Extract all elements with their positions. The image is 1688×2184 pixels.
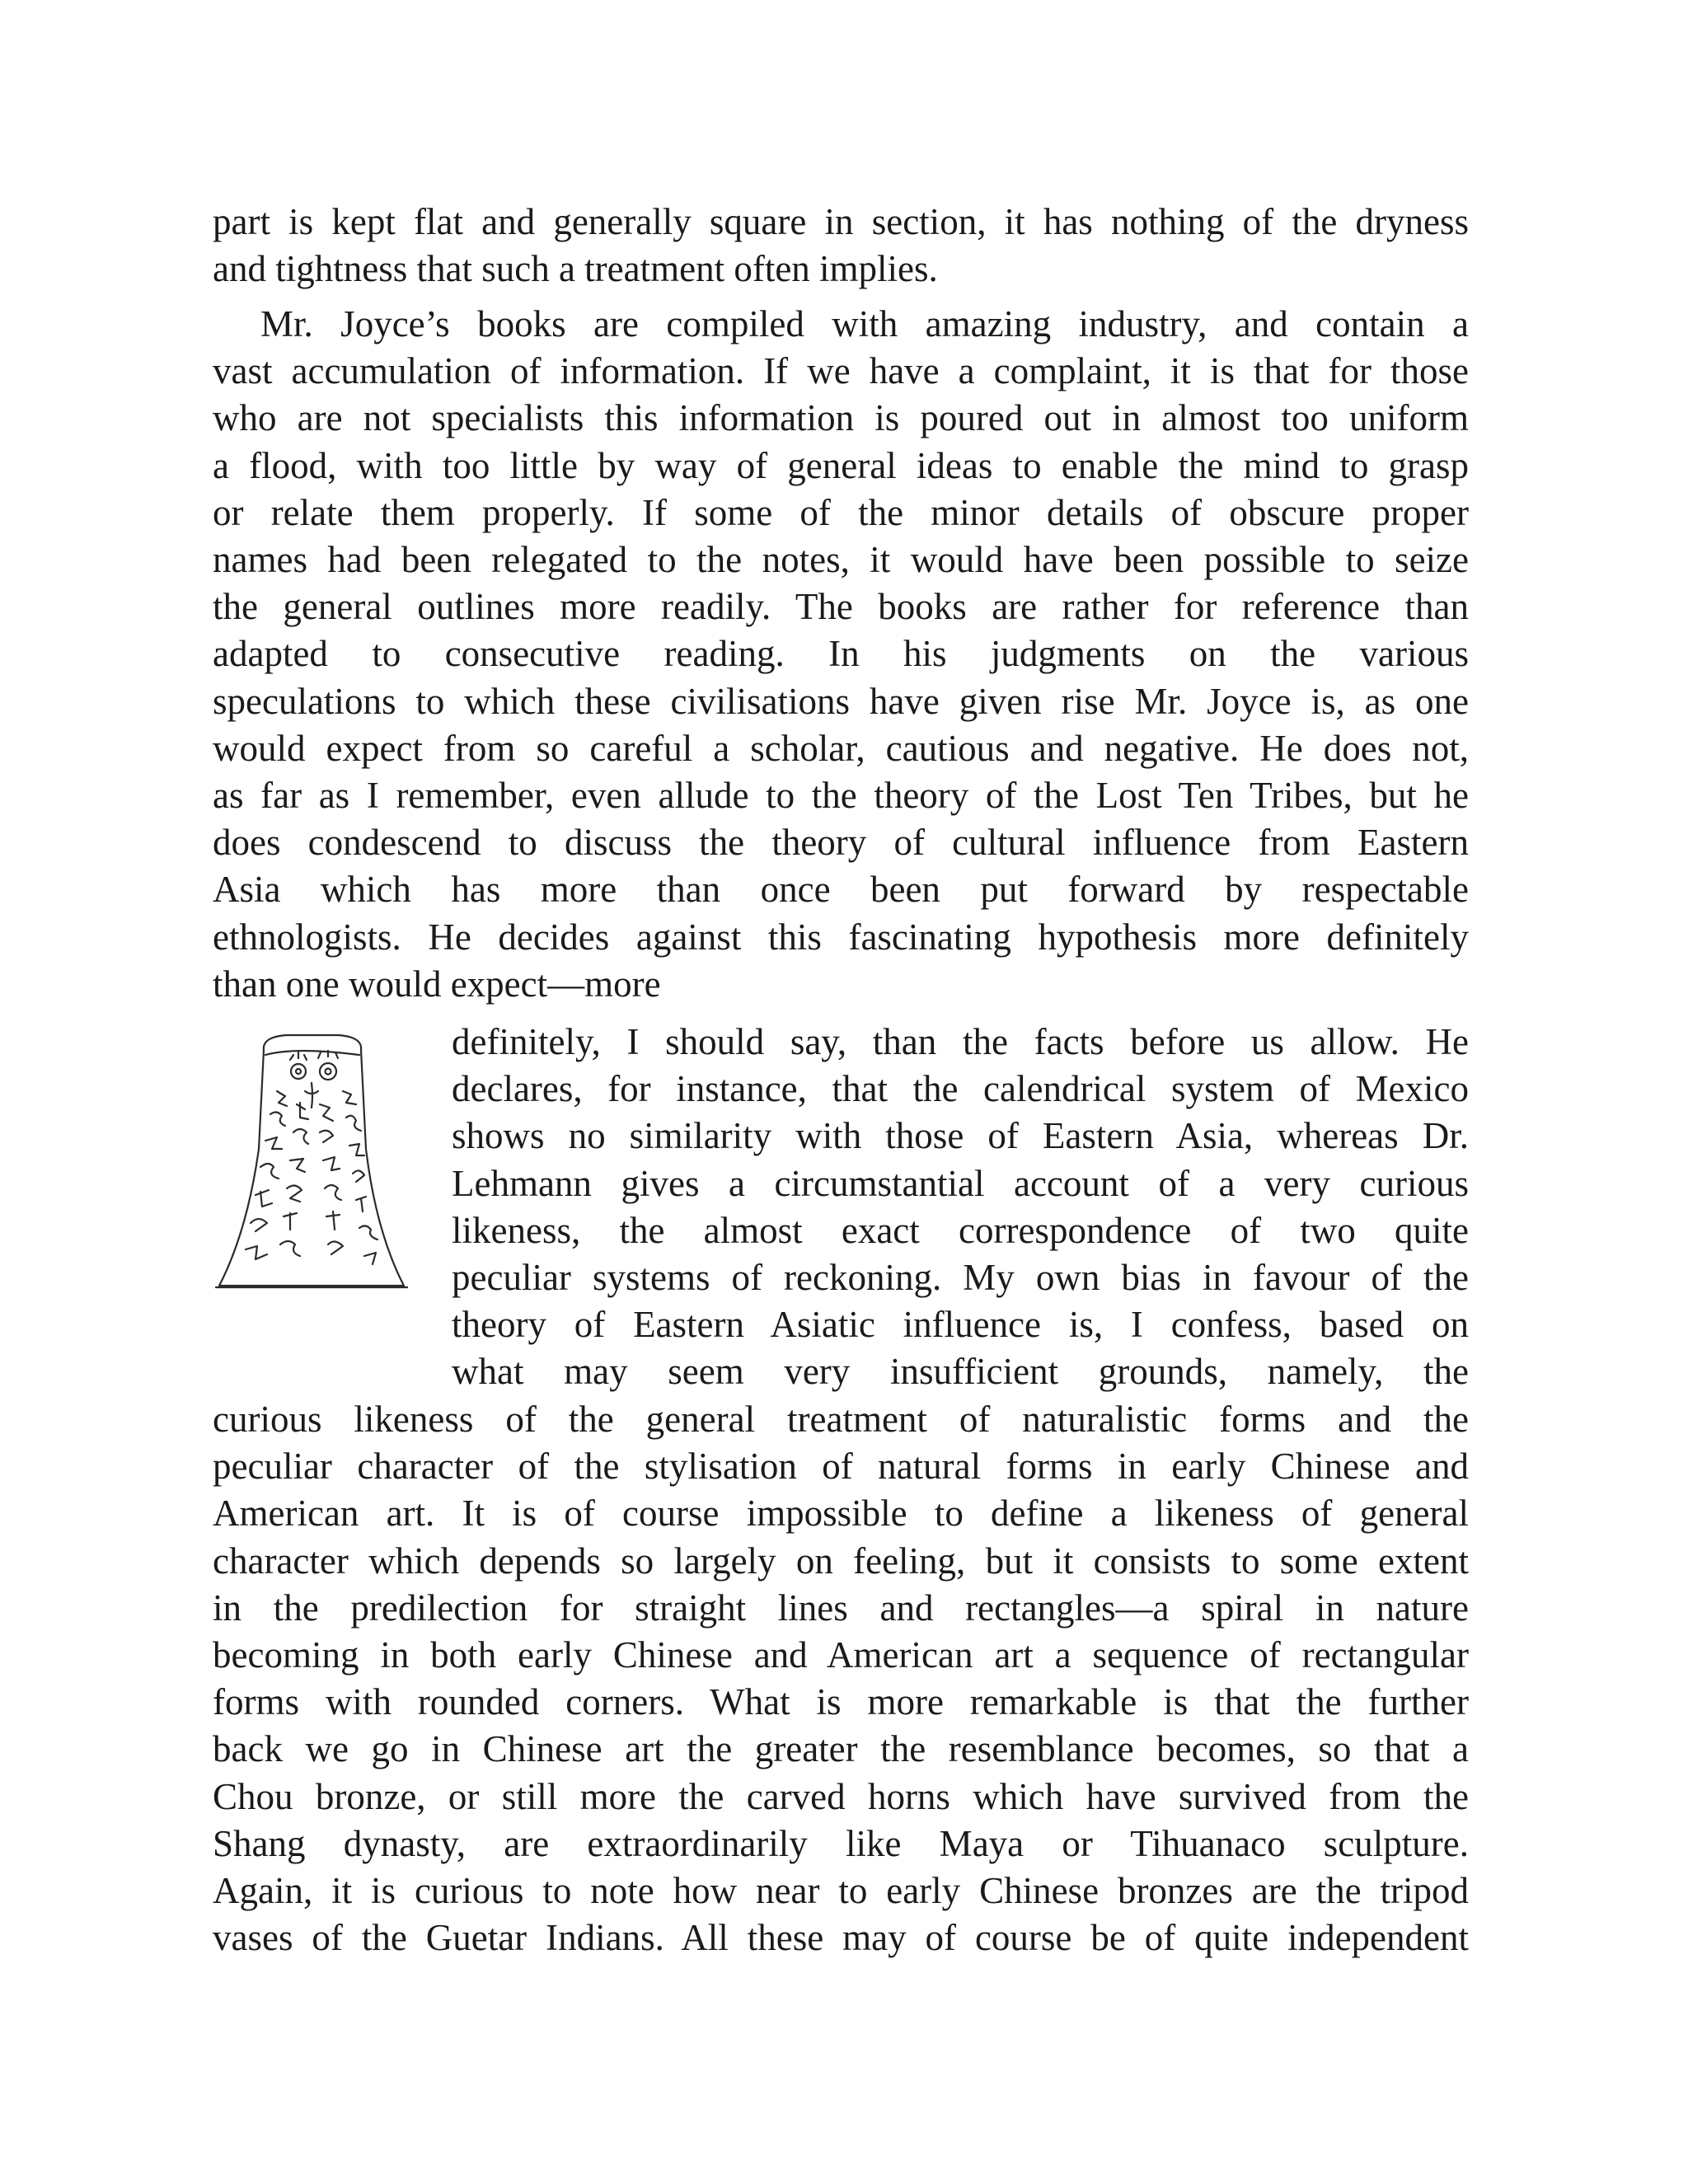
paragraph-continuation bbox=[213, 199, 1469, 293]
paragraph-continuation-bottom bbox=[213, 1396, 1469, 1961]
text-line: definitely, I should say, than the facts before us allow. He bbox=[452, 1021, 1469, 1062]
text-line: peculiar systems of reckoning. My own bias in favour of the bbox=[452, 1257, 1469, 1299]
text-line: shows no similarity with those of Eastern Asia, whereas Dr. bbox=[452, 1115, 1469, 1157]
text-line: Mr. Joyce’s books are compiled with amazing industry, and contain a bbox=[260, 303, 1469, 344]
text-line: back we go in Chinese art the greater the resemblance becomes, so that a bbox=[213, 1728, 1469, 1770]
text-line: vast accumulation of information. If we have a complaint, it is that for those bbox=[213, 350, 1469, 392]
inscribed-bell-icon bbox=[213, 1025, 410, 1302]
text-line: and tightness that such a treatment often implies. bbox=[213, 248, 938, 290]
paragraph-wrapped-column bbox=[452, 1019, 1469, 1396]
text-line: curious likeness of the general treatment of naturalistic forms and the bbox=[213, 1399, 1469, 1440]
text-line: does condescend to discuss the theory of cultural influence from Eastern bbox=[213, 822, 1469, 864]
text-line: Lehmann gives a circumstantial account of a very curious bbox=[452, 1162, 1469, 1204]
text-line: or relate them properly. If some of the minor details of obscure proper bbox=[213, 491, 1469, 533]
text-line: in the predilection for straight lines and rectangles—a spiral in nature bbox=[213, 1586, 1469, 1629]
inscribed-bell-figure bbox=[213, 1025, 410, 1302]
text-line: part is kept flat and generally square in section, it has nothing of the dryness bbox=[213, 201, 1469, 242]
text-line: Shang dynasty, are extraordinarily like Maya or Tihuanaco sculpture. bbox=[213, 1822, 1469, 1864]
text-line: what may seem very insufficient grounds, namely, the bbox=[452, 1351, 1469, 1393]
text-line: speculations to which these civilisations have given rise Mr. Joyce is, as one bbox=[213, 680, 1469, 722]
text-line: who are not specialists this information is poured out in almost too uniform bbox=[213, 397, 1469, 439]
text-line: would expect from so careful a scholar, cautious and negative. He does not, bbox=[213, 727, 1469, 769]
text-line: peculiar character of the stylisation of natural forms in early Chinese and bbox=[213, 1446, 1469, 1488]
text-line: than one would expect—more bbox=[213, 963, 661, 1005]
text-line: vases of the Guetar Indians. All these may of course be of quite independent bbox=[213, 1917, 1469, 1959]
text-line: becoming in both early Chinese and American art a sequence of rectangular bbox=[213, 1634, 1469, 1676]
text-line: the general outlines more readily. The books are rather for reference than bbox=[213, 586, 1469, 628]
text-line: Again, it is curious to note how near to early Chinese bronzes are the tripod bbox=[213, 1870, 1469, 1912]
text-line: declares, for instance, that the calendrical system of Mexico bbox=[452, 1068, 1469, 1110]
text-line: Asia which has more than once been put forward by respectable bbox=[213, 869, 1469, 911]
text-line: ethnologists. He decides against this fascinating hypothesis more definitely bbox=[213, 916, 1469, 958]
text-line: adapted to consecutive reading. In his judgments on the various bbox=[213, 633, 1469, 675]
text-line: theory of Eastern Asiatic influence is, I confess, based on bbox=[452, 1304, 1469, 1346]
text-line: Chou bronze, or still more the carved horns which have survived from the bbox=[213, 1775, 1469, 1817]
paragraph-joyce-books bbox=[213, 301, 1469, 1008]
text-line: names had been relegated to the notes, it would have been possible to seize bbox=[213, 539, 1469, 581]
text-line: as far as I remember, even allude to the theory of the Lost Ten Tribes, but he bbox=[213, 775, 1469, 817]
text-line: likeness, the almost exact correspondence of two quite bbox=[452, 1209, 1469, 1251]
text-line: American art. It is of course impossible to define a likeness of general bbox=[213, 1493, 1469, 1535]
text-line: character which depends so largely on feeling, but it consists to some extent bbox=[213, 1540, 1469, 1582]
text-line: a flood, with too little by way of general ideas to enable the mind to grasp bbox=[213, 444, 1469, 486]
text-line: forms with rounded corners. What is more remarkable is that the further bbox=[213, 1681, 1469, 1723]
